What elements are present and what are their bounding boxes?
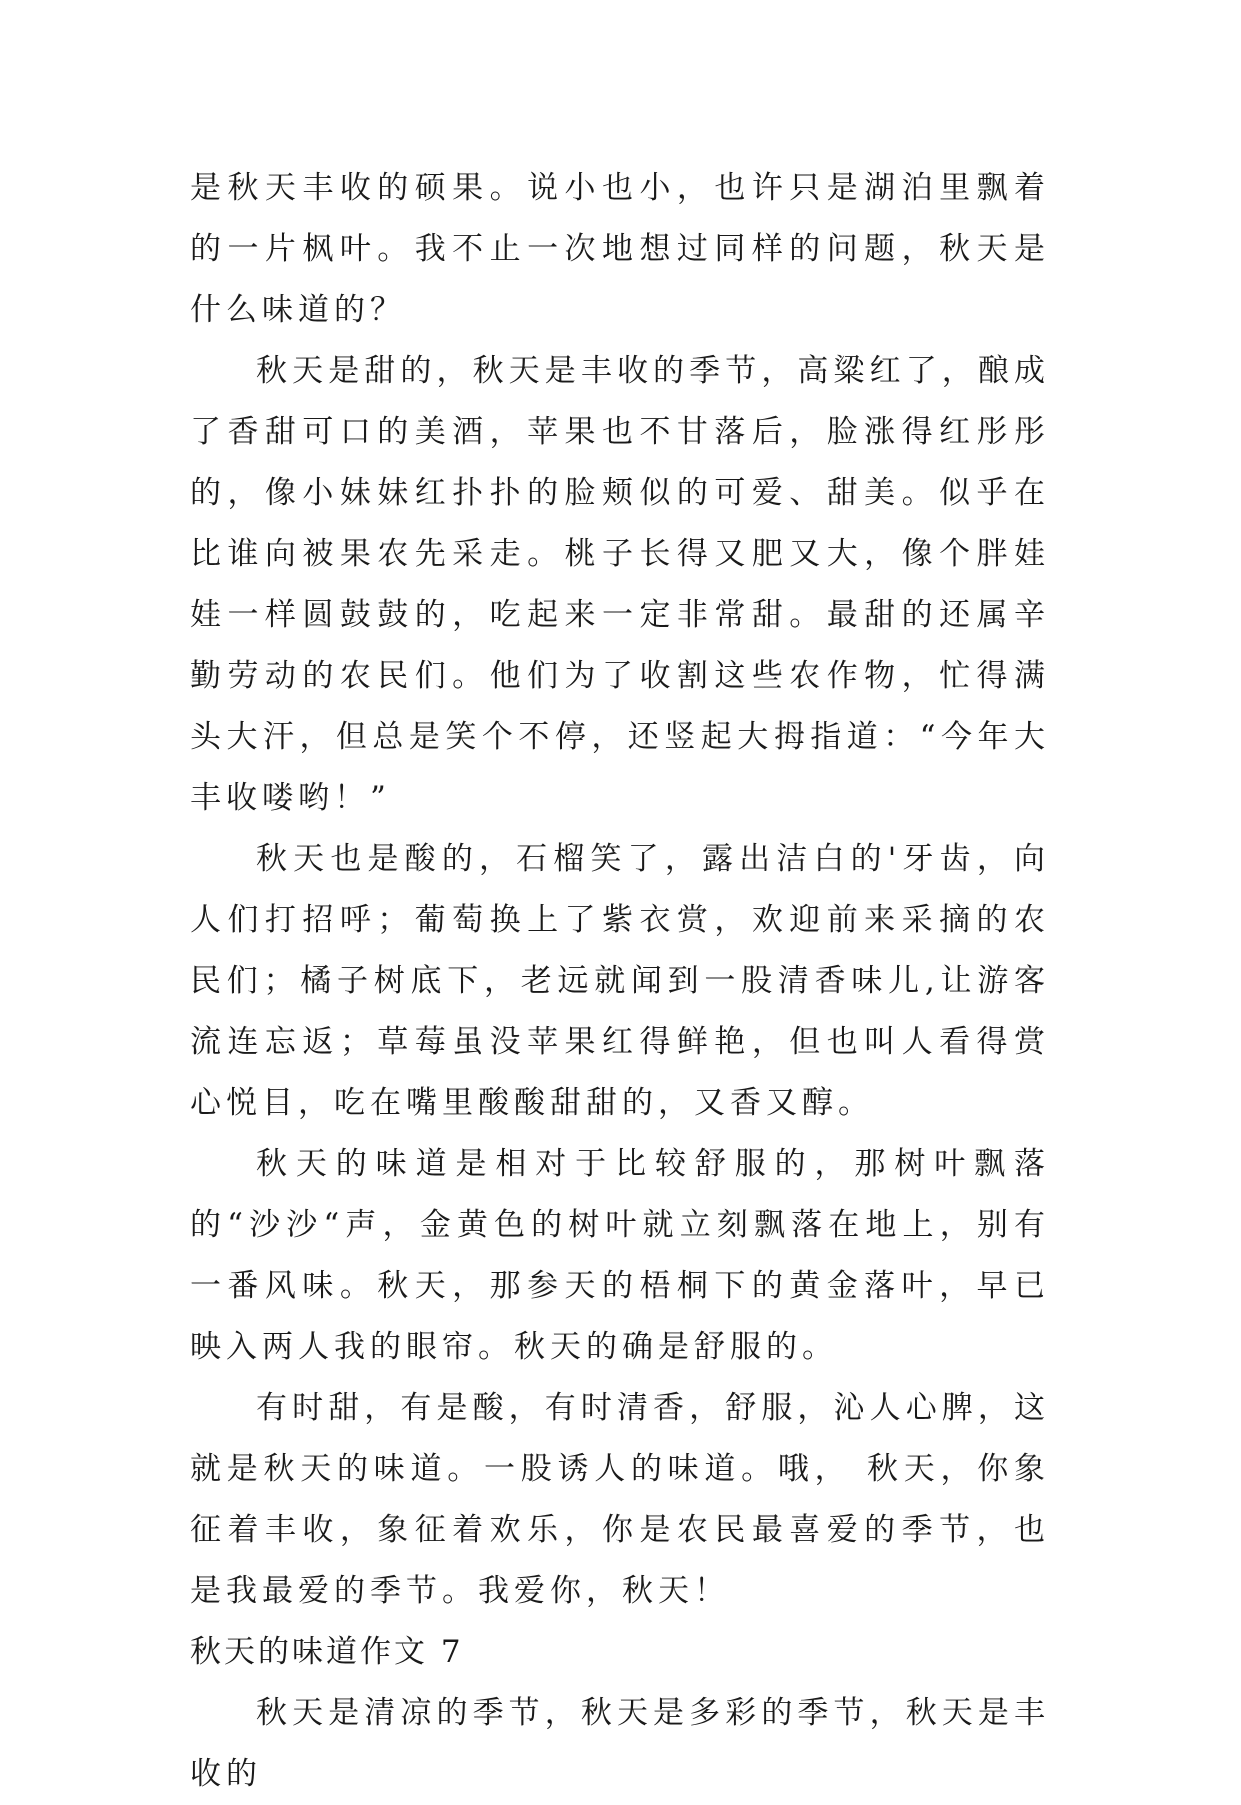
paragraph-sweet: 秋天是甜的，秋天是丰收的季节，高粱红了，酿成了香甜可口的美酒，苹果也不甘落后，脸涨得红彤彤的，像小妹妹红扑扑的脸颊似的可爱、甜美。似乎在比谁向被果农先采走。桃子长得又肥又大，像个胖娃娃一样圆鼓鼓的，吃起来一定非常甜。最甜的还属辛勤劳动的农民们。他们为了收割这些农作物，忙得满头大汗，但总是笑个不停，还竖起大拇指道：“今年大丰收喽哟！”	[190, 353, 1050, 816]
paragraph-continuation: 是秋天丰收的硕果。说小也小，也许只是湖泊里飘着的一片枫叶。我不止一次地想过同样的问题，秋天是什么味道的？	[190, 170, 1050, 328]
document-body	[190, 158, 1050, 1805]
paragraph-conclusion: 有时甜，有是酸，有时清香，舒服，沁人心脾，这就是秋天的味道。一股诱人的味道。哦， 秋天，你象征着丰收，象征着欢乐，你是农民最喜爱的季节，也是我最爱的季节。我爱你，秋天！	[190, 1390, 1050, 1609]
paragraph-comfortable: 秋天的味道是相对于比较舒服的，那树叶飘落的“沙沙“声，金黄色的树叶就立刻飘落在地上，别有一番风味。秋天，那参天的梧桐下的黄金落叶，早已映入两人我的眼帘。秋天的确是舒服的。	[190, 1146, 1050, 1365]
paragraph-sour: 秋天也是酸的，石榴笑了，露出洁白的'牙齿，向人们打招呼；葡萄换上了紫衣赏，欢迎前来采摘的农民们；橘子树底下，老远就闻到一股清香味儿,让游客流连忘返；草莓虽没苹果红得鲜艳，但也叫人看得赏心悦目，吃在嘴里酸酸甜甜的，又香又醇。	[190, 841, 1050, 1121]
paragraph-essay-7-opening: 秋天是清凉的季节，秋天是多彩的季节，秋天是丰收的	[190, 1695, 1050, 1792]
section-title: 秋天的味道作文 7	[190, 1634, 464, 1670]
